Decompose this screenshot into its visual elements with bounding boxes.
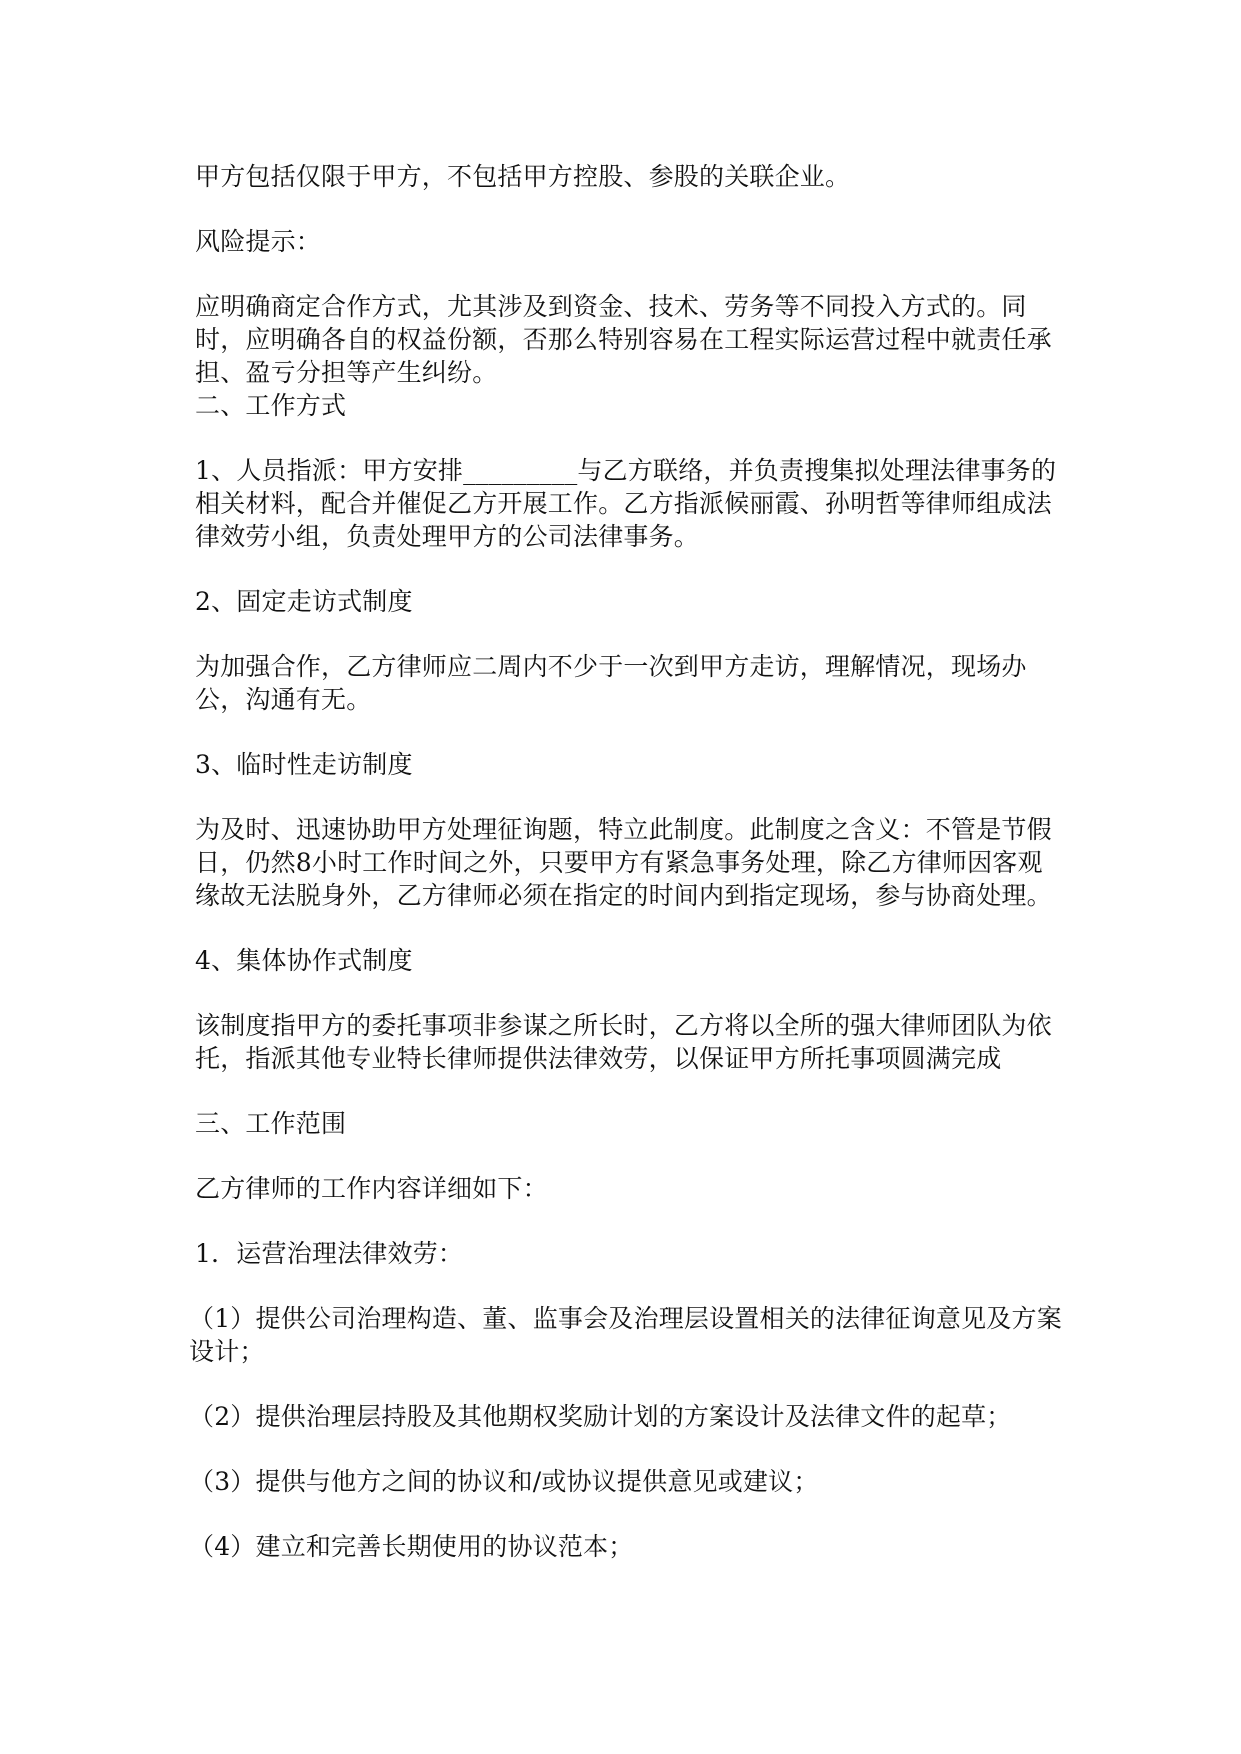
heading-collective: 4、集体协作式制度: [195, 946, 413, 975]
paragraph-scope: 甲方包括仅限于甲方，不包括甲方控股、参股的关联企业。: [195, 162, 851, 191]
paragraph-personnel: 1、人员指派：甲方安排_________与乙方联络，并负责搜集拟处理法律事务的相关材料，配合并催促乙方开展工作。乙方指派候丽霞、孙明哲等律师组成法律效劳小组，负责处理甲方的公司法律事务。: [195, 456, 1057, 551]
list-item-2: （2）提供治理层持股及其他期权奖励计划的方案设计及法律文件的起草；: [189, 1402, 1012, 1431]
paragraph-risk-heading: 风险提示：: [195, 227, 322, 256]
heading-temporary-visit: 3、临时性走访制度: [195, 750, 413, 779]
paragraph-fixed-visit: 为加强合作，乙方律师应二周内不少于一次到甲方走访，理解情况，现场办公，沟通有无。: [195, 652, 1027, 714]
list-item-3: （3）提供与他方之间的协议和/或协议提供意见或建议；: [189, 1467, 819, 1496]
section-heading-work-method: 二、工作方式: [195, 391, 347, 420]
heading-operation-service: 1．运营治理法律效劳：: [195, 1239, 464, 1268]
list-item-1: （1）提供公司治理构造、董、监事会及治理层设置相关的法律征询意见及方案设计；: [189, 1304, 1062, 1366]
paragraph-collective: 该制度指甲方的委托事项非参谋之所长时，乙方将以全所的强大律师团队为依托，指派其他专业特长律师提供法律效劳，以保证甲方所托事项圆满完成: [195, 1011, 1052, 1073]
paragraph-work-content: 乙方律师的工作内容详细如下：: [195, 1174, 548, 1203]
paragraph-temporary-visit: 为及时、迅速协助甲方处理征询题，特立此制度。此制度之含义：不管是节假日，仍然8小时工作时间之外，只要甲方有紧急事务处理，除乙方律师因客观缘故无法脱身外，乙方律师必须在指定的时间内到指定现场，参与协商处理。: [195, 815, 1052, 910]
document-body: [189, 160, 1065, 1595]
paragraph-risk-text: 应明确商定合作方式，尤其涉及到资金、技术、劳务等不同投入方式的。同时，应明确各自的权益份额，否那么特别容易在工程实际运营过程中就责任承担、盈亏分担等产生纠纷。: [195, 292, 1052, 387]
heading-fixed-visit: 2、固定走访式制度: [195, 587, 413, 616]
list-item-4: （4）建立和完善长期使用的协议范本；: [189, 1532, 634, 1561]
section-heading-work-scope: 三、工作范围: [195, 1109, 347, 1138]
